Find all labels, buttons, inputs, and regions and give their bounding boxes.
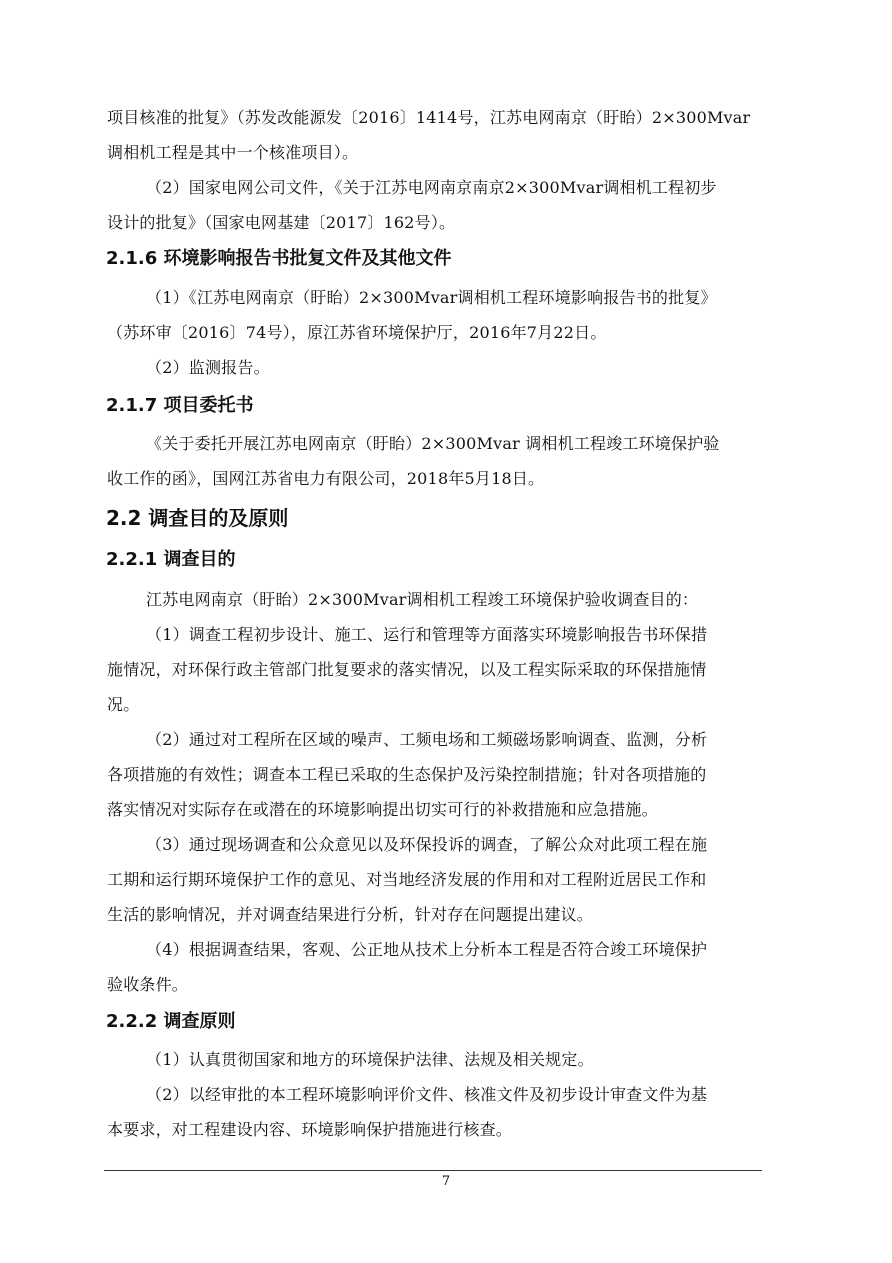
paragraph-line: （3）通过现场调查和公众意见以及环保投诉的调查，了解公众对此项工程在施 <box>146 835 708 854</box>
paragraph-line: 《关于委托开展江苏电网南京（盱眙）2×300Mvar 调相机工程竣工环境保护验 <box>146 434 720 453</box>
paragraph-line: （2）国家电网公司文件，《关于江苏电网南京南京2×300Mvar调相机工程初步 <box>146 178 717 197</box>
paragraph-line: 各项措施的有效性；调查本工程已采取的生态保护及污染控制措施；针对各项措施的 <box>107 765 707 784</box>
paragraph-line: （苏环审〔2016〕74号），原江苏省环境保护厅，2016年7月22日。 <box>107 323 607 342</box>
paragraph-line: 工期和运行期环境保护工作的意见、对当地经济发展的作用和对工程附近居民工作和 <box>107 870 707 889</box>
paragraph-line: （4）根据调查结果，客观、公正地从技术上分析本工程是否符合竣工环境保护 <box>146 940 708 959</box>
footer-divider <box>104 1170 762 1171</box>
paragraph-line: 况。 <box>107 695 140 714</box>
paragraph-line: （2）监测报告。 <box>146 358 270 377</box>
paragraph-line: 收工作的函》，国网江苏省电力有限公司，2018年5月18日。 <box>107 469 545 488</box>
paragraph-line: 调相机工程是其中一个核准项目）。 <box>107 143 359 162</box>
section-heading-2-2-1: 2.2.1 调查目的 <box>106 549 236 570</box>
page-number: 7 <box>441 1174 451 1189</box>
paragraph-line: 生活的影响情况，并对调查结果进行分析，针对存在问题提出建议。 <box>107 905 594 924</box>
paragraph-line: 验收条件。 <box>107 975 189 994</box>
section-heading-2-2-2: 2.2.2 调查原则 <box>106 1011 236 1032</box>
section-heading-2-1-7: 2.1.7 项目委托书 <box>106 395 254 416</box>
paragraph-line: （2）以经审批的本工程环境影响评价文件、核准文件及初步设计审查文件为基 <box>146 1085 708 1104</box>
paragraph-line: （1）《江苏电网南京（盱眙）2×300Mvar调相机工程环境影响报告书的批复》 <box>146 288 717 307</box>
paragraph-line: 江苏电网南京（盱眙）2×300Mvar调相机工程竣工环境保护验收调查目的： <box>146 590 699 609</box>
paragraph-line: 本要求，对工程建设内容、环境影响保护措施进行核查。 <box>107 1120 513 1139</box>
paragraph-line: 项目核准的批复》（苏发改能源发〔2016〕1414号，江苏电网南京（盱眙）2×300Mvar <box>107 108 751 127</box>
paragraph-line: （1）调查工程初步设计、施工、运行和管理等方面落实环境影响报告书环保措 <box>146 625 708 644</box>
section-heading-2-1-6: 2.1.6 环境影响报告书批复文件及其他文件 <box>106 248 452 269</box>
paragraph-line: （2）通过对工程所在区域的噪声、工频电场和工频磁场影响调查、监测，分析 <box>146 730 708 749</box>
paragraph-line: （1）认真贯彻国家和地方的环境保护法律、法规及相关规定。 <box>146 1050 594 1069</box>
section-heading-2-2: 2.2 调查目的及原则 <box>106 506 289 530</box>
paragraph-line: 设计的批复》（国家电网基建〔2017〕162号）。 <box>107 213 456 232</box>
paragraph-line: 落实情况对实际存在或潜在的环境影响提出切实可行的补救措施和应急措施。 <box>107 800 658 819</box>
paragraph-line: 施情况，对环保行政主管部门批复要求的落实情况，以及工程实际采取的环保措施情 <box>107 660 707 679</box>
